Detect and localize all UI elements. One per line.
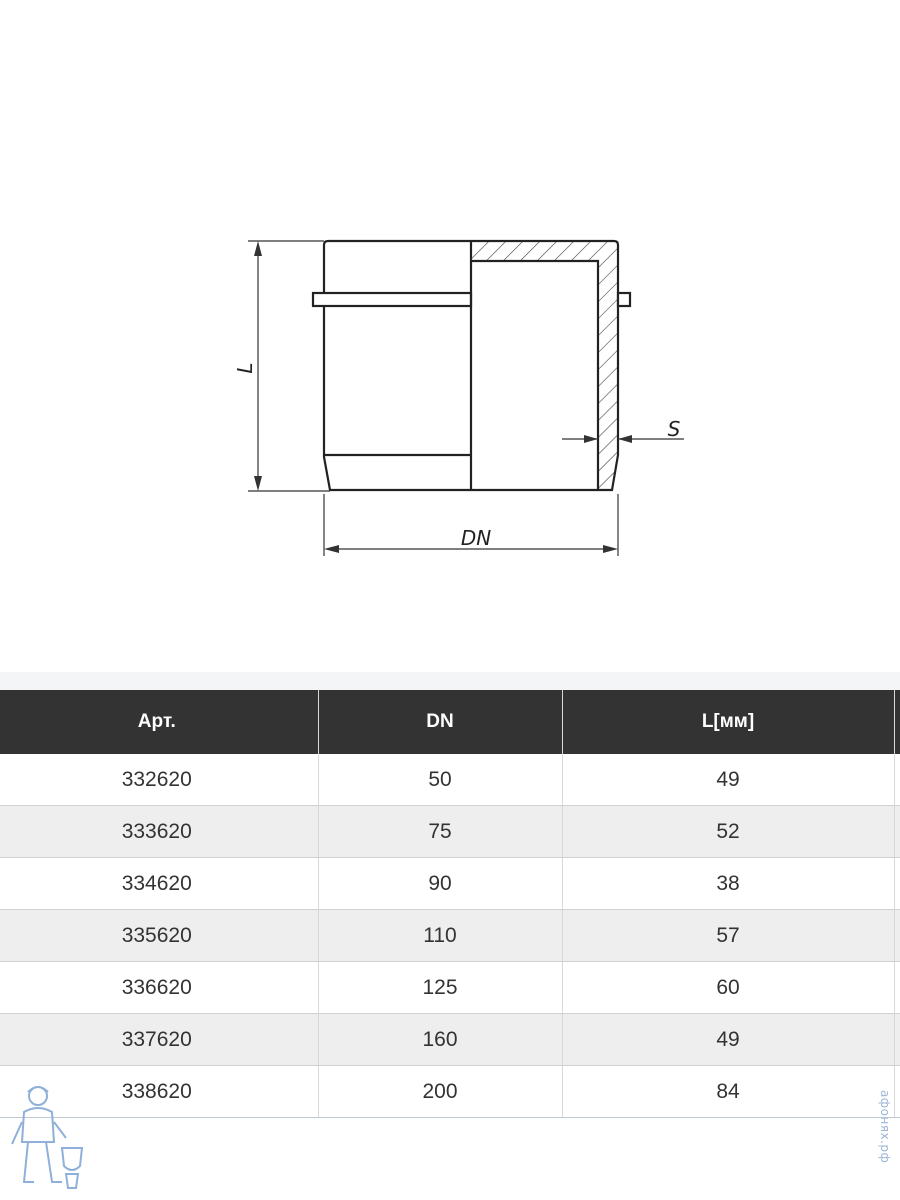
cell-article: 336620: [0, 962, 318, 1014]
cell-dn: 200: [318, 1066, 562, 1118]
cell-article: 334620: [0, 858, 318, 910]
cell-length: 38: [562, 858, 894, 910]
cell-dn: 125: [318, 962, 562, 1014]
cell-dn: 160: [318, 1014, 562, 1066]
dimension-s-label: S: [667, 417, 681, 441]
cell-extra: [894, 910, 900, 962]
cell-extra: [894, 962, 900, 1014]
table-header-row: [0, 690, 900, 754]
header-length: L[мм]: [562, 690, 894, 754]
spec-table: [0, 690, 900, 1118]
cell-article: 338620: [0, 1066, 318, 1118]
table-row: [0, 1014, 900, 1066]
table-row: [0, 1066, 900, 1118]
cell-length: 49: [562, 1014, 894, 1066]
table-row: [0, 806, 900, 858]
table-row: [0, 754, 900, 806]
cell-length: 52: [562, 806, 894, 858]
dimension-l: [248, 241, 330, 491]
pipe-cap-section: [471, 241, 630, 490]
cell-extra: [894, 754, 900, 806]
header-dn: DN: [318, 690, 562, 754]
table-row: [0, 910, 900, 962]
cell-extra: [894, 1066, 900, 1118]
cell-article: 333620: [0, 806, 318, 858]
pipe-cap-outline: [313, 241, 471, 490]
cell-dn: 110: [318, 910, 562, 962]
cell-length: 60: [562, 962, 894, 1014]
table-row: [0, 858, 900, 910]
table-top-band: [0, 672, 900, 690]
cell-length: 49: [562, 754, 894, 806]
cell-dn: 75: [318, 806, 562, 858]
cell-article: 332620: [0, 754, 318, 806]
cell-article: 337620: [0, 1014, 318, 1066]
cell-dn: 90: [318, 858, 562, 910]
cell-dn: 50: [318, 754, 562, 806]
dimension-dn-label: DN: [460, 526, 492, 550]
header-extra: [894, 690, 900, 754]
cell-extra: [894, 1014, 900, 1066]
dimension-l-label: L: [233, 362, 257, 374]
cell-article: 335620: [0, 910, 318, 962]
site-watermark: афонях.рф: [878, 1090, 892, 1164]
cell-extra: [894, 806, 900, 858]
table-row: [0, 962, 900, 1014]
cell-extra: [894, 858, 900, 910]
cell-length: 57: [562, 910, 894, 962]
dimension-s: [562, 435, 684, 443]
header-article: Арт.: [0, 690, 318, 754]
plumber-mascot-logo: [8, 1082, 88, 1194]
cell-length: 84: [562, 1066, 894, 1118]
